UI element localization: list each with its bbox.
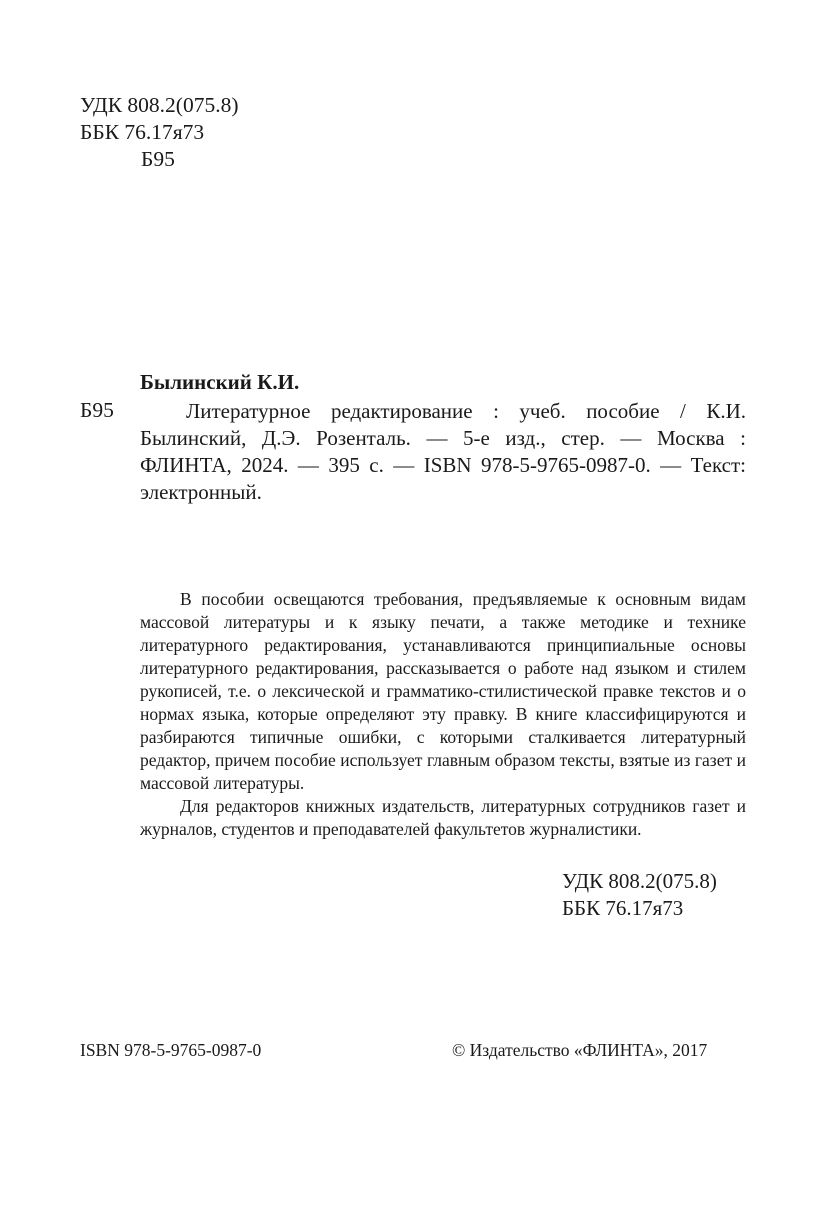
- copyright-notice: © Издательство «ФЛИНТА», 2017: [452, 1040, 708, 1060]
- classification-codes-bottom: [562, 868, 717, 922]
- annotation: [140, 588, 746, 841]
- author-mark-side: Б95: [80, 398, 114, 422]
- bbk-code-bottom: ББК 76.17я73: [562, 896, 684, 920]
- bibliographic-description: [140, 398, 746, 506]
- bibliographic-text: Литературное редактирование : учеб. пособие / К.И. Былинский, Д.Э. Розенталь. — 5-е изд., стер. — Москва : ФЛИНТА, 2024. — 395 с. — ISBN 978-5-9765-0987-0. — Текст: электронный.: [140, 399, 746, 504]
- annotation-paragraph-2: Для редакторов книжных издательств, литературных сотрудников газет и журналов, студентов и преподавателей факультетов журналистики.: [140, 796, 746, 839]
- annotation-paragraph-1: В пособии освещаются требования, предъявляемые к основным видам массовой литературы и к языку печати, а также методике и технике литературного редактирования, устанавливаются принципиальные основы литературного редактирования, рассказывается о работе над языком и стилем рукописей, т.е. о лексической и грамматико-стилистической правке текстов и о нормах языка, которые определяют эту правку. В книге классифицируются и разбираются типичные ошибки, с которыми сталкивается литературный редактор, причем пособие использует главным образом тексты, взятые из газет и массовой литературы.: [140, 589, 746, 793]
- udk-code-bottom: УДК 808.2(075.8): [562, 869, 717, 893]
- bbk-code: ББК 76.17я73: [80, 120, 205, 144]
- author-mark: Б95: [141, 147, 175, 171]
- isbn-footer: ISBN 978-5-9765-0987-0: [80, 1040, 262, 1060]
- author-heading: Былинский К.И.: [140, 370, 300, 394]
- udk-code: УДК 808.2(075.8): [80, 93, 239, 117]
- classification-codes-top: [80, 92, 239, 173]
